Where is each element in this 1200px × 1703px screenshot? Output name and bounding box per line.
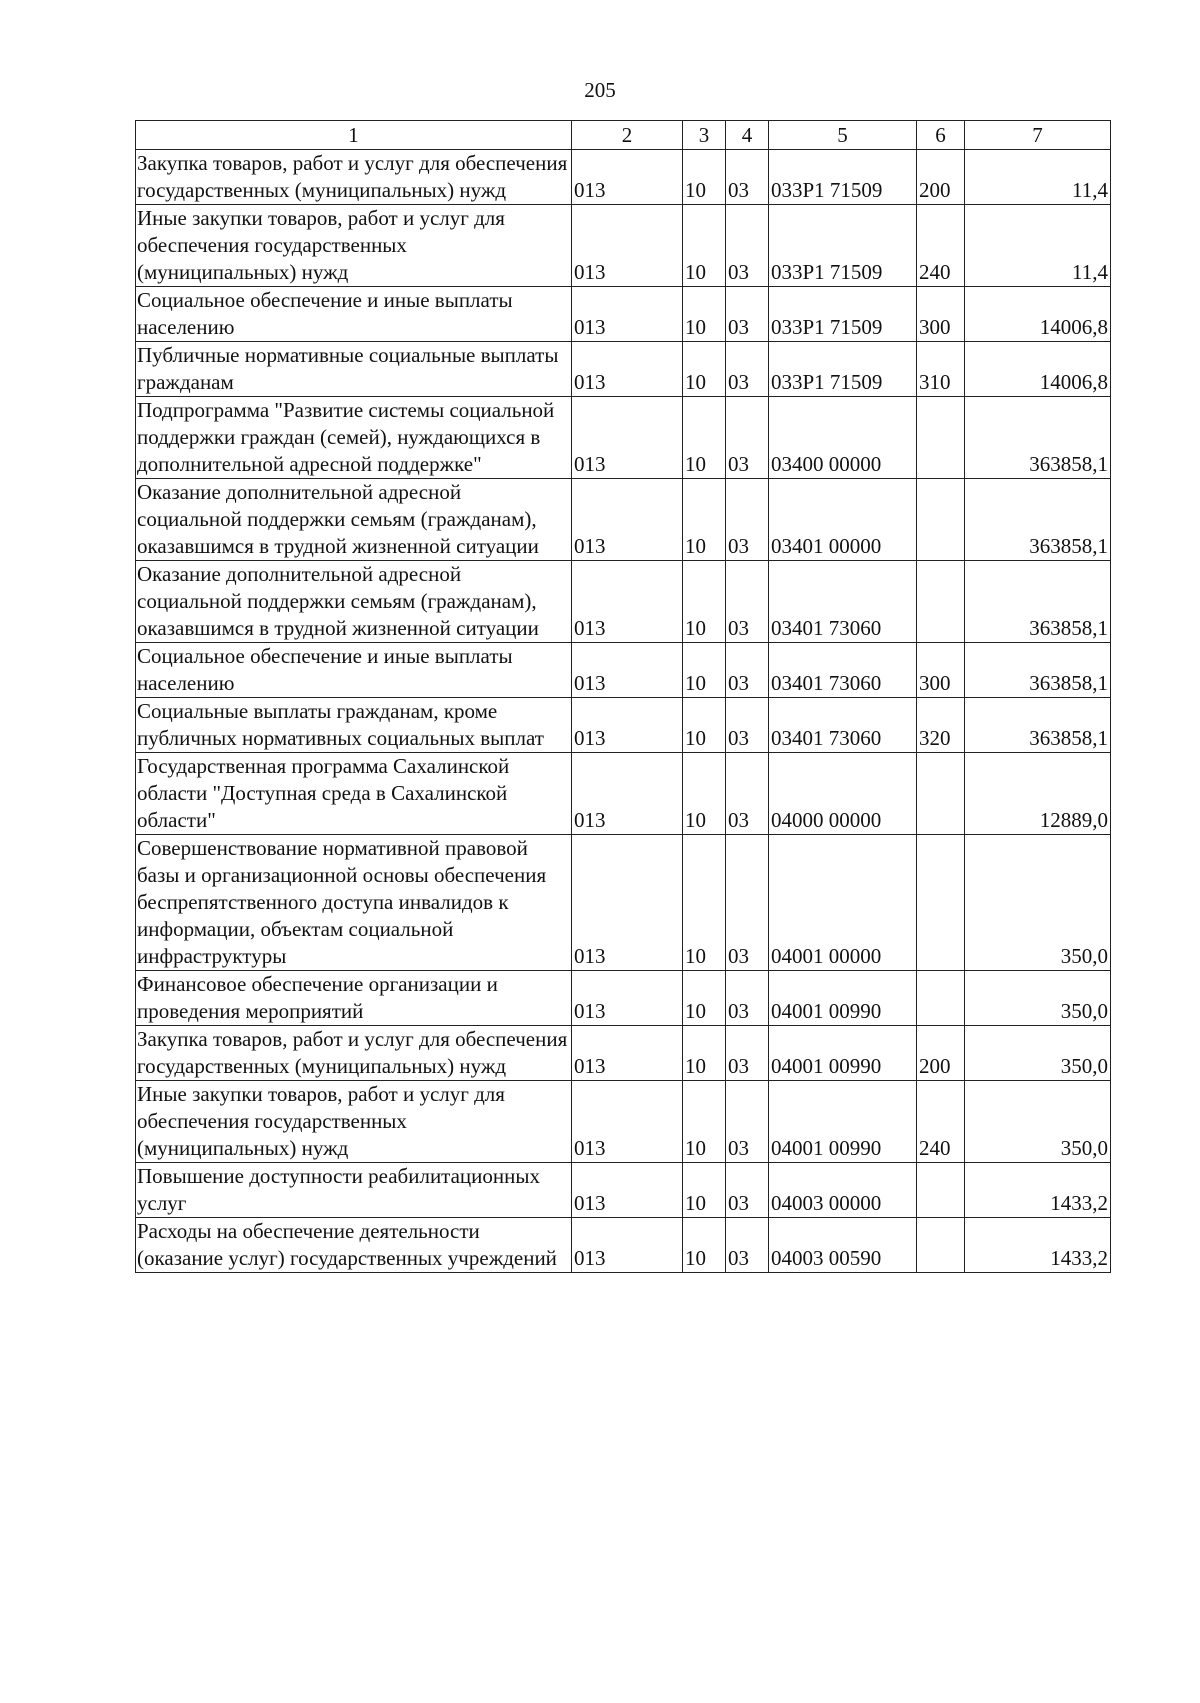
cell-amount: 363858,1 <box>965 643 1111 698</box>
cell-section: 10 <box>683 287 726 342</box>
table-row <box>136 205 1111 287</box>
cell-amount: 363858,1 <box>965 397 1111 479</box>
table-row <box>136 479 1111 561</box>
cell-subsection: 03 <box>726 753 769 835</box>
cell-expense-type: 300 <box>917 643 965 698</box>
cell-amount: 363858,1 <box>965 479 1111 561</box>
cell-target-article: 04003 00000 <box>769 1163 917 1218</box>
cell-name: Подпрограмма "Развитие системы социальной поддержки граждан (семей), нуждающихся в дополнительной адресной поддержке" <box>136 397 572 479</box>
table-body <box>136 150 1111 1273</box>
cell-section: 10 <box>683 342 726 397</box>
cell-amount: 350,0 <box>965 971 1111 1026</box>
table-row <box>136 1163 1111 1218</box>
cell-section: 10 <box>683 561 726 643</box>
cell-subsection: 03 <box>726 643 769 698</box>
table-row <box>136 397 1111 479</box>
cell-amount: 11,4 <box>965 205 1111 287</box>
cell-target-article: 03400 00000 <box>769 397 917 479</box>
table-row <box>136 287 1111 342</box>
table-row <box>136 643 1111 698</box>
cell-target-article: 033P1 71509 <box>769 150 917 205</box>
cell-amount: 1433,2 <box>965 1218 1111 1273</box>
cell-expense-type <box>917 397 965 479</box>
cell-target-article: 03401 73060 <box>769 698 917 753</box>
cell-ministry-code: 013 <box>572 1081 683 1163</box>
cell-target-article: 03401 00000 <box>769 479 917 561</box>
cell-ministry-code: 013 <box>572 1026 683 1081</box>
cell-expense-type <box>917 835 965 971</box>
cell-name: Расходы на обеспечение деятельности (оказание услуг) государственных учреждений <box>136 1218 572 1273</box>
cell-amount: 350,0 <box>965 1081 1111 1163</box>
cell-target-article: 04001 00990 <box>769 971 917 1026</box>
cell-subsection: 03 <box>726 1026 769 1081</box>
cell-subsection: 03 <box>726 342 769 397</box>
cell-section: 10 <box>683 205 726 287</box>
cell-subsection: 03 <box>726 205 769 287</box>
cell-expense-type: 200 <box>917 1026 965 1081</box>
cell-name: Государственная программа Сахалинской области "Доступная среда в Сахалинской области" <box>136 753 572 835</box>
cell-amount: 14006,8 <box>965 287 1111 342</box>
cell-name: Совершенствование нормативной правовой базы и организационной основы обеспечения беспрепятственного доступа инвалидов к информации, объектам социальной инфраструктуры <box>136 835 572 971</box>
cell-name: Финансовое обеспечение организации и проведения мероприятий <box>136 971 572 1026</box>
cell-section: 10 <box>683 753 726 835</box>
cell-expense-type: 200 <box>917 150 965 205</box>
cell-amount: 350,0 <box>965 1026 1111 1081</box>
cell-subsection: 03 <box>726 835 769 971</box>
cell-target-article: 04001 00990 <box>769 1026 917 1081</box>
column-header-1: 1 <box>136 121 572 150</box>
cell-subsection: 03 <box>726 698 769 753</box>
cell-subsection: 03 <box>726 150 769 205</box>
cell-expense-type: 320 <box>917 698 965 753</box>
cell-expense-type <box>917 753 965 835</box>
column-header-4: 4 <box>726 121 769 150</box>
cell-subsection: 03 <box>726 479 769 561</box>
cell-name: Оказание дополнительной адресной социальной поддержки семьям (гражданам), оказавшимся в трудной жизненной ситуации <box>136 479 572 561</box>
cell-subsection: 03 <box>726 971 769 1026</box>
cell-name: Публичные нормативные социальные выплаты гражданам <box>136 342 572 397</box>
cell-section: 10 <box>683 397 726 479</box>
cell-subsection: 03 <box>726 287 769 342</box>
cell-ministry-code: 013 <box>572 698 683 753</box>
cell-ministry-code: 013 <box>572 287 683 342</box>
cell-name: Оказание дополнительной адресной социальной поддержки семьям (гражданам), оказавшимся в трудной жизненной ситуации <box>136 561 572 643</box>
cell-expense-type <box>917 1218 965 1273</box>
table-row <box>136 342 1111 397</box>
cell-subsection: 03 <box>726 1081 769 1163</box>
cell-name: Иные закупки товаров, работ и услуг для обеспечения государственных (муниципальных) нужд <box>136 205 572 287</box>
column-header-2: 2 <box>572 121 683 150</box>
cell-subsection: 03 <box>726 561 769 643</box>
table-row <box>136 835 1111 971</box>
cell-section: 10 <box>683 1026 726 1081</box>
cell-name: Социальное обеспечение и иные выплаты населению <box>136 643 572 698</box>
cell-target-article: 04003 00590 <box>769 1218 917 1273</box>
cell-target-article: 04001 00000 <box>769 835 917 971</box>
cell-section: 10 <box>683 835 726 971</box>
cell-expense-type <box>917 971 965 1026</box>
cell-amount: 350,0 <box>965 835 1111 971</box>
cell-expense-type: 240 <box>917 205 965 287</box>
cell-name: Иные закупки товаров, работ и услуг для обеспечения государственных (муниципальных) нужд <box>136 1081 572 1163</box>
cell-subsection: 03 <box>726 397 769 479</box>
table-row <box>136 753 1111 835</box>
cell-target-article: 03401 73060 <box>769 561 917 643</box>
header-row <box>136 121 1111 150</box>
cell-name: Социальные выплаты гражданам, кроме публичных нормативных социальных выплат <box>136 698 572 753</box>
table-row <box>136 561 1111 643</box>
cell-ministry-code: 013 <box>572 561 683 643</box>
cell-section: 10 <box>683 1081 726 1163</box>
cell-amount: 12889,0 <box>965 753 1111 835</box>
cell-expense-type: 300 <box>917 287 965 342</box>
cell-amount: 1433,2 <box>965 1163 1111 1218</box>
cell-expense-type <box>917 561 965 643</box>
cell-expense-type: 240 <box>917 1081 965 1163</box>
column-header-6: 6 <box>917 121 965 150</box>
cell-ministry-code: 013 <box>572 1218 683 1273</box>
cell-amount: 363858,1 <box>965 698 1111 753</box>
cell-target-article: 04000 00000 <box>769 753 917 835</box>
cell-target-article: 03401 73060 <box>769 643 917 698</box>
column-header-3: 3 <box>683 121 726 150</box>
cell-section: 10 <box>683 971 726 1026</box>
cell-target-article: 04001 00990 <box>769 1081 917 1163</box>
column-header-7: 7 <box>965 121 1111 150</box>
cell-expense-type: 310 <box>917 342 965 397</box>
cell-ministry-code: 013 <box>572 1163 683 1218</box>
cell-ministry-code: 013 <box>572 835 683 971</box>
cell-section: 10 <box>683 698 726 753</box>
cell-expense-type <box>917 1163 965 1218</box>
table-row <box>136 698 1111 753</box>
table-row <box>136 150 1111 205</box>
table-row <box>136 971 1111 1026</box>
cell-name: Закупка товаров, работ и услуг для обеспечения государственных (муниципальных) нужд <box>136 150 572 205</box>
cell-ministry-code: 013 <box>572 397 683 479</box>
table-row <box>136 1218 1111 1273</box>
cell-ministry-code: 013 <box>572 342 683 397</box>
cell-ministry-code: 013 <box>572 971 683 1026</box>
page-number: 205 <box>584 78 616 102</box>
cell-ministry-code: 013 <box>572 150 683 205</box>
table-row <box>136 1026 1111 1081</box>
cell-expense-type <box>917 479 965 561</box>
cell-target-article: 033P1 71509 <box>769 342 917 397</box>
cell-ministry-code: 013 <box>572 643 683 698</box>
cell-amount: 14006,8 <box>965 342 1111 397</box>
cell-ministry-code: 013 <box>572 479 683 561</box>
cell-ministry-code: 013 <box>572 753 683 835</box>
cell-section: 10 <box>683 1218 726 1273</box>
cell-subsection: 03 <box>726 1218 769 1273</box>
cell-section: 10 <box>683 479 726 561</box>
table-header <box>136 121 1111 150</box>
cell-section: 10 <box>683 150 726 205</box>
cell-target-article: 033P1 71509 <box>769 287 917 342</box>
column-header-5: 5 <box>769 121 917 150</box>
cell-amount: 363858,1 <box>965 561 1111 643</box>
cell-name: Социальное обеспечение и иные выплаты населению <box>136 287 572 342</box>
cell-subsection: 03 <box>726 1163 769 1218</box>
cell-section: 10 <box>683 1163 726 1218</box>
cell-amount: 11,4 <box>965 150 1111 205</box>
cell-name: Закупка товаров, работ и услуг для обеспечения государственных (муниципальных) нужд <box>136 1026 572 1081</box>
cell-section: 10 <box>683 643 726 698</box>
cell-name: Повышение доступности реабилитационных услуг <box>136 1163 572 1218</box>
cell-ministry-code: 013 <box>572 205 683 287</box>
budget-table <box>135 120 1111 1273</box>
cell-target-article: 033P1 71509 <box>769 205 917 287</box>
table-row <box>136 1081 1111 1163</box>
